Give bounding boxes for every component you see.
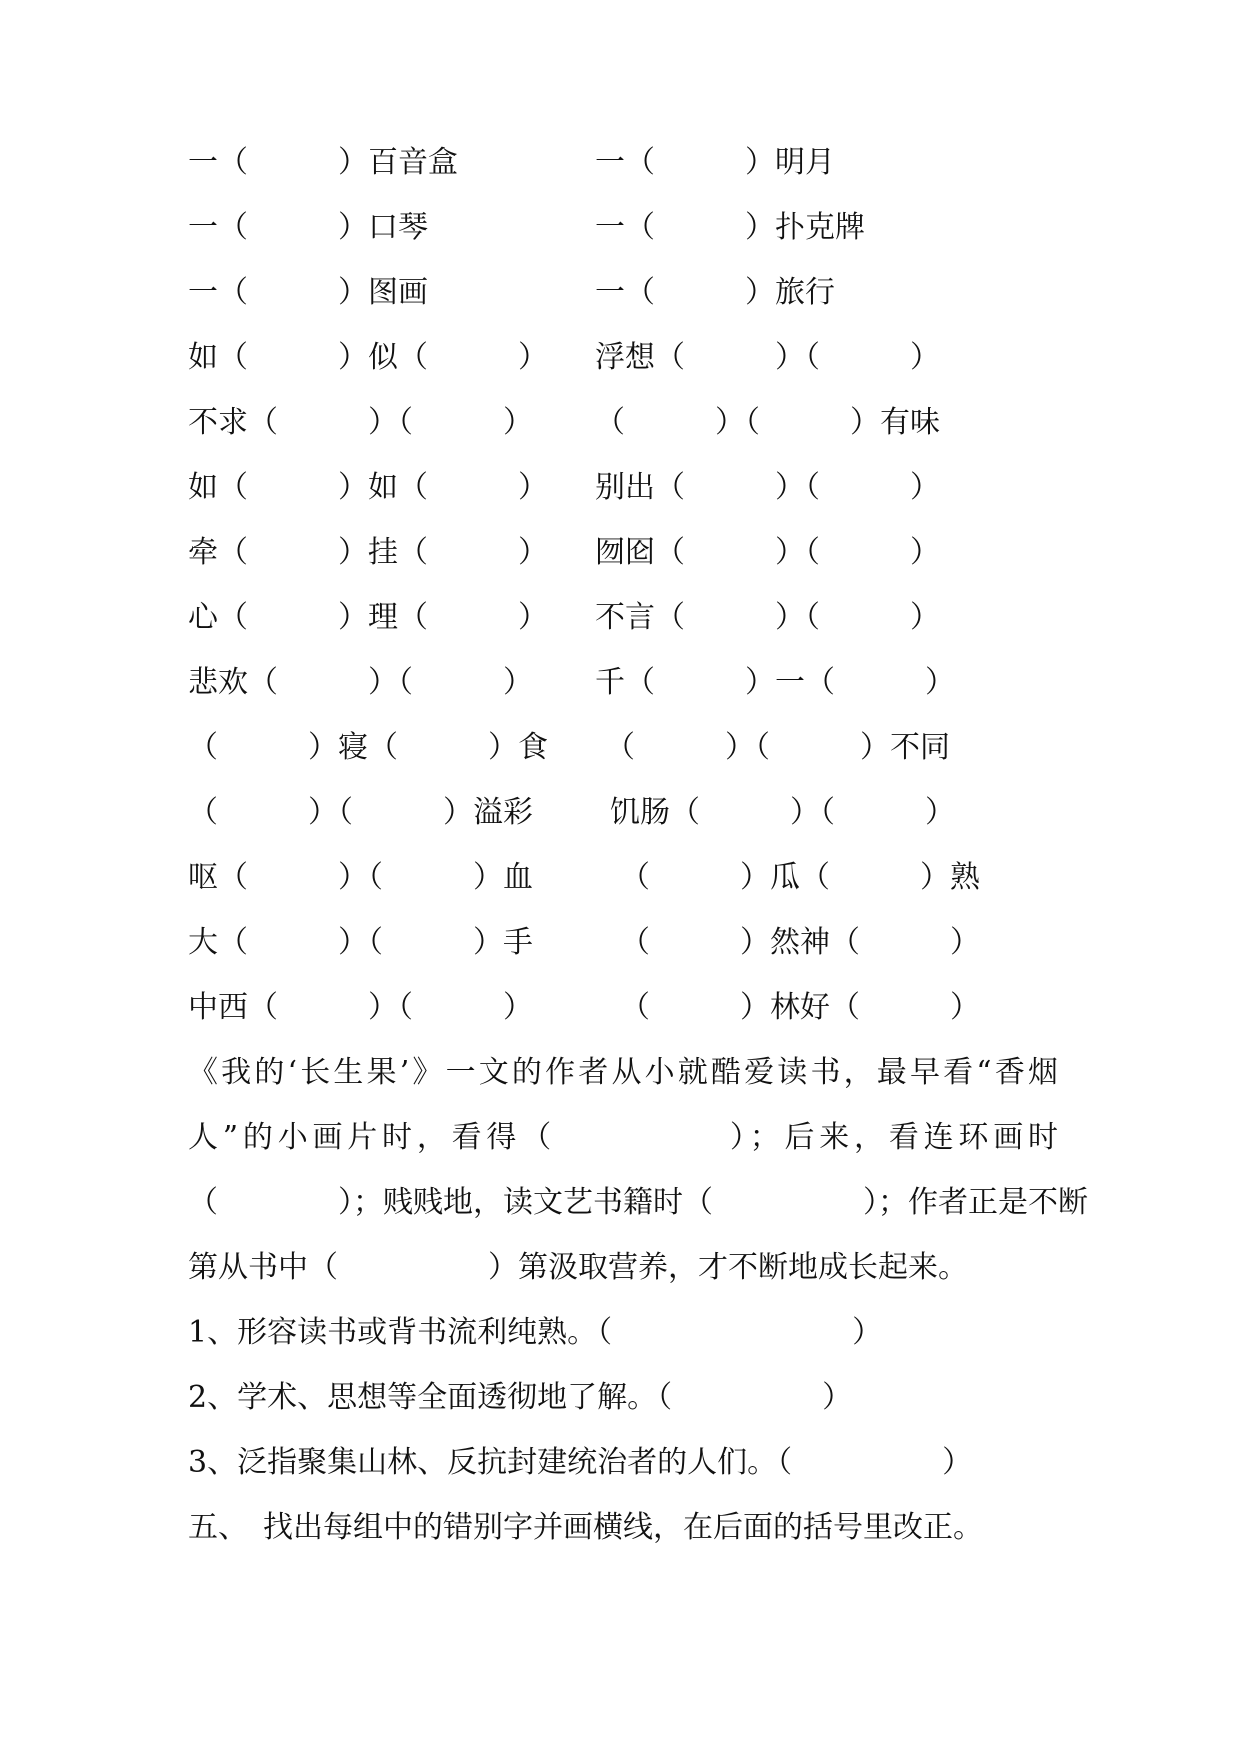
exercise-item-left: 呕（ ）（ ）血 — [188, 860, 533, 895]
exercise-item-left: 一（ ）口琴 — [188, 210, 428, 245]
exercise-item-left: （ ）寝（ ）食 — [188, 730, 548, 765]
exercise-item-left: 一（ ）百音盒 — [188, 145, 458, 180]
exercise-item-right: 饥肠（ ）（ ） — [610, 795, 955, 830]
exercise-item-right: （ ）瓜（ ）熟 — [620, 860, 980, 895]
exercise-item-left: 心（ ）理（ ） — [188, 600, 548, 635]
exercise-item-right: （ ）然神（ ） — [620, 925, 980, 960]
exercise-item-right: 一（ ）旅行 — [595, 275, 835, 310]
definition-item: 3、泛指聚集山林、反抗封建统治者的人们。（ ） — [188, 1445, 973, 1480]
exercise-item-right: 千（ ）一（ ） — [595, 665, 955, 700]
exercise-item-left: 如（ ）似（ ） — [188, 340, 548, 375]
exercise-item-left: （ ）（ ）溢彩 — [188, 795, 533, 830]
definition-item: 2、学术、思想等全面透彻地了解。（ ） — [188, 1380, 853, 1415]
exercise-item-right: 囫囵（ ）（ ） — [595, 535, 940, 570]
exercise-item-left: 牵（ ）挂（ ） — [188, 535, 548, 570]
passage-line: 人”的小画片时，看得（ ）；后来，看连环画时 — [188, 1120, 1058, 1155]
exercise-item-right: 一（ ）扑克牌 — [595, 210, 865, 245]
exercise-item-left: 如（ ）如（ ） — [188, 470, 548, 505]
exercise-item-right: （ ）林好（ ） — [620, 990, 980, 1025]
passage-line: 《我的‘长生果’》一文的作者从小就酷爱读书，最早看“香烟 — [188, 1055, 1058, 1090]
exercise-item-right: 不言（ ）（ ） — [595, 600, 940, 635]
exercise-item-right: 一（ ）明月 — [595, 145, 835, 180]
exercise-item-left: 大（ ）（ ）手 — [188, 925, 533, 960]
exercise-item-right: 浮想（ ）（ ） — [595, 340, 940, 375]
exercise-item-left: 中西（ ）（ ） — [188, 990, 533, 1025]
exercise-item-right: （ ）（ ）不同 — [605, 730, 950, 765]
definition-item: 1、形容读书或背书流利纯熟。（ ） — [188, 1315, 883, 1350]
exercise-item-right: （ ）（ ）有味 — [595, 405, 940, 440]
passage-line: 第从书中（ ）第汲取营养，才不断地成长起来。 — [188, 1250, 968, 1285]
passage-line: （ ）；贱贱地，读文艺书籍时（ ）；作者正是不断 — [188, 1185, 1088, 1220]
section-heading: 五、 找出每组中的错别字并画横线，在后面的括号里改正。 — [188, 1510, 983, 1545]
exercise-item-left: 一（ ）图画 — [188, 275, 428, 310]
exercise-item-left: 不求（ ）（ ） — [188, 405, 533, 440]
exercise-item-right: 别出（ ）（ ） — [595, 470, 940, 505]
exercise-item-left: 悲欢（ ）（ ） — [188, 665, 533, 700]
